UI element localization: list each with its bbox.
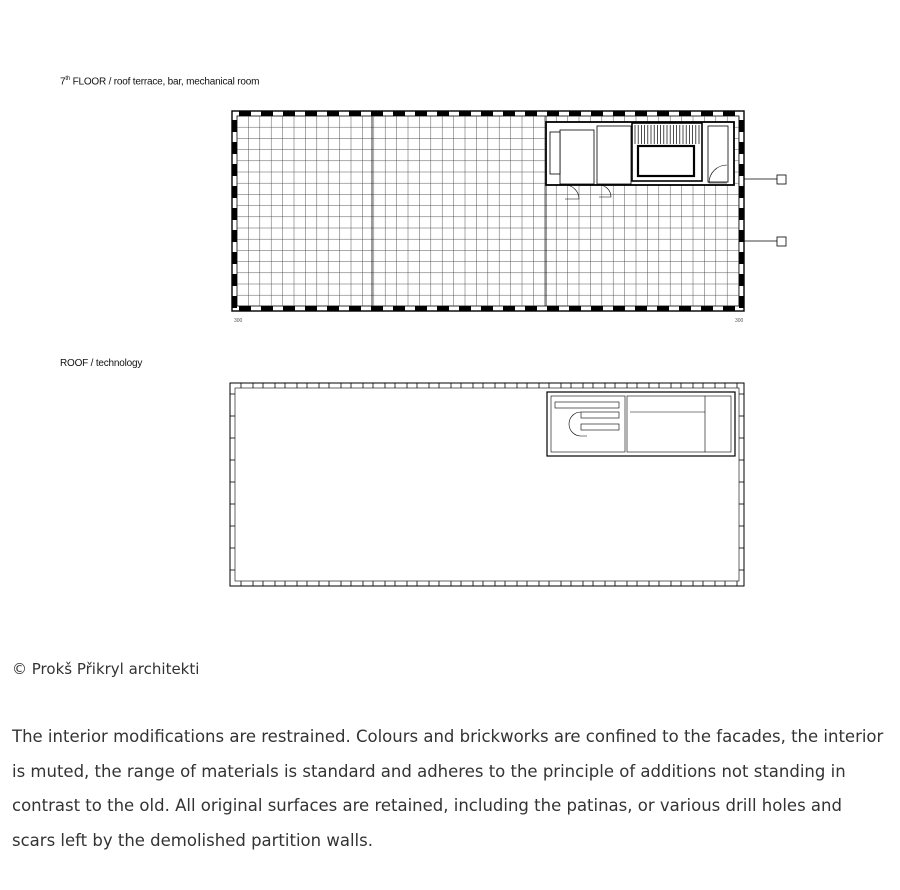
roof-plan-drawing — [225, 378, 765, 592]
svg-text:300: 300 — [234, 318, 243, 324]
image-credit-caption: © Prokš Přikryl architekti — [12, 660, 200, 678]
roof-plan-label: ROOF / technology — [60, 358, 143, 369]
seventh-floor-plan-label: 7th FLOOR / roof terrace, bar, mechanical room — [60, 76, 260, 88]
svg-text:300: 300 — [735, 318, 744, 324]
seventh-floor-plan-drawing — [225, 104, 805, 328]
body-paragraph: The interior modifications are restrained. Colours and brickworks are confined to the facades, the interior is muted, the range of materials is standard and adheres to the principle of additions not standing in contrast to the old. All original surfaces are retained, including the patinas, or various drill holes and scars left by the demolished partition walls. — [12, 727, 884, 850]
